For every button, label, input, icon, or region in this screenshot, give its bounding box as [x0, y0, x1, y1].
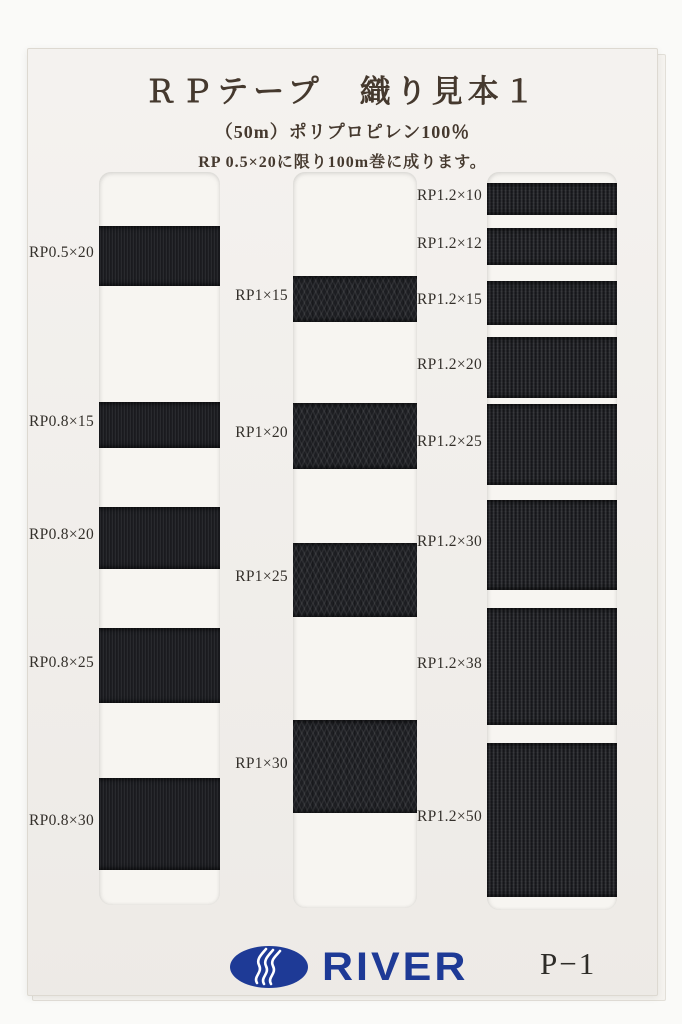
tape-label: RP1×15 [235, 287, 288, 304]
tape-sample [293, 276, 417, 322]
tape-sample [487, 743, 617, 897]
tape-label: RP1.2×12 [417, 234, 482, 252]
tape-label: RP1×25 [235, 568, 288, 585]
tape-label: RP1×30 [235, 754, 288, 772]
tape-label: RP1.2×30 [417, 533, 482, 550]
river-logo [230, 942, 468, 992]
page-number: P−1 [540, 946, 597, 981]
tape-label: RP1.2×10 [417, 187, 482, 204]
brand-name: RIVER [322, 944, 469, 989]
tape-label: RP0.8×25 [29, 653, 94, 671]
tape-label: RP1.2×38 [417, 654, 482, 672]
tape-sample [487, 228, 617, 265]
card-header [27, 66, 658, 172]
tape-label: RP0.8×20 [29, 526, 94, 543]
tape-label: RP1.2×20 [417, 355, 482, 373]
tape-sample [487, 404, 617, 485]
tape-label: RP0.8×15 [29, 413, 94, 430]
tape-sample [487, 281, 617, 325]
tape-sample [99, 402, 220, 448]
tape-sample [487, 337, 617, 398]
tape-label: RP1.2×25 [417, 432, 482, 450]
tape-label: RP0.5×20 [29, 244, 94, 261]
tape-sample [99, 628, 220, 703]
subtitle-note: RP 0.5×20に限り100m巻に成ります。 [198, 154, 487, 171]
sample-window-col-rp05-rp08 [99, 172, 220, 905]
tape-sample [293, 403, 417, 469]
page-title: ＲＰテープ 織り見本１ [145, 74, 540, 109]
tape-sample [487, 500, 617, 590]
subtitle-material: （50m）ポリプロピレン100％ [214, 122, 471, 142]
tape-sample [293, 543, 417, 617]
tape-label: RP1.2×15 [417, 291, 482, 308]
tape-sample [99, 778, 220, 870]
tape-sample [99, 507, 220, 569]
tape-label: RP0.8×30 [29, 812, 94, 829]
tape-label: RP1×20 [235, 424, 288, 441]
tape-sample [487, 608, 617, 725]
tape-sample [293, 720, 417, 813]
tape-sample [487, 183, 617, 215]
sample-window-col-rp12 [487, 172, 617, 910]
tape-sample [99, 226, 220, 286]
tape-label: RP1.2×50 [417, 808, 482, 825]
river-swoosh-icon [230, 946, 308, 988]
sample-window-col-rp1 [293, 172, 417, 908]
